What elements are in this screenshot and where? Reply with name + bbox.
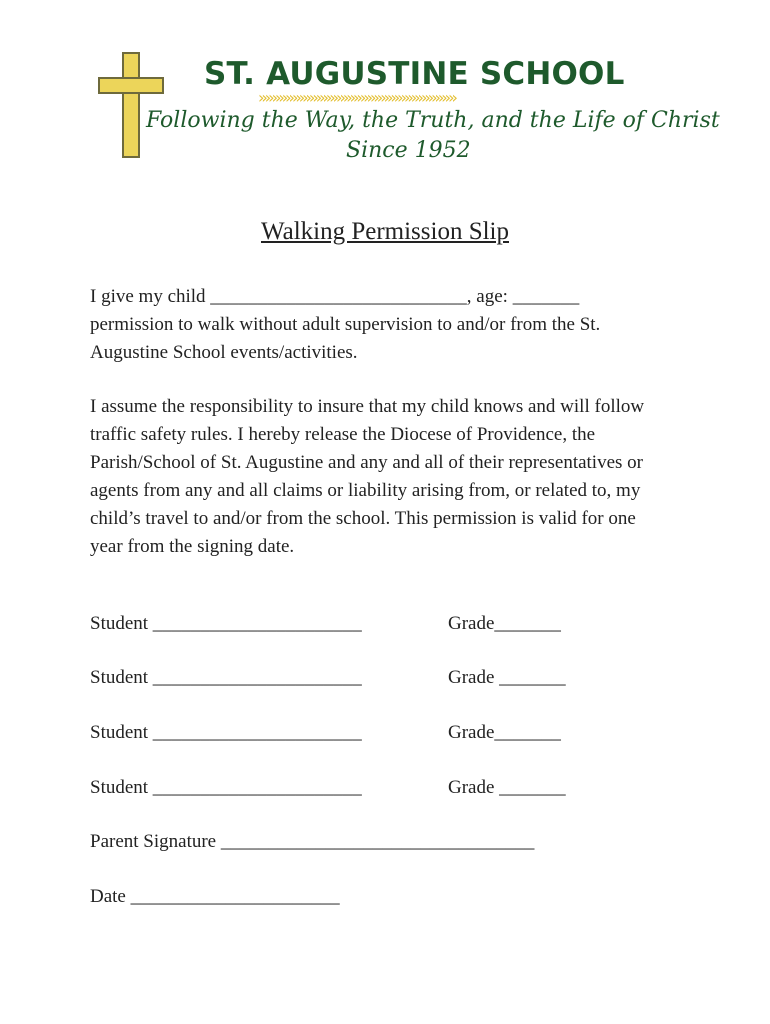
grade-field-1[interactable]: Grade_______ bbox=[448, 613, 561, 634]
student-name-field-2[interactable]: Student ______________________ bbox=[90, 667, 362, 688]
student-name-field-4[interactable]: Student ______________________ bbox=[90, 777, 362, 798]
release-line-1: I assume the responsibility to insure that my child knows and will follow bbox=[90, 396, 645, 417]
student-name-field-3[interactable]: Student ______________________ bbox=[90, 722, 362, 743]
chevron-divider: »»»»»»»»»»»»»»»»»»»»»»»»»»»»» bbox=[258, 88, 455, 107]
page-title: Walking Permission Slip bbox=[261, 218, 509, 245]
release-line-6: year from the signing date. bbox=[90, 536, 295, 557]
grade-field-4[interactable]: Grade _______ bbox=[448, 777, 566, 798]
parent-signature-field[interactable]: Parent Signature _________________________________ bbox=[90, 831, 535, 852]
founded-year: Since 1952 bbox=[346, 138, 471, 163]
release-paragraph bbox=[90, 393, 700, 561]
permission-line-2: permission to walk without adult supervision to and/or from the St. bbox=[90, 314, 601, 335]
cross-icon bbox=[96, 50, 166, 160]
date-field[interactable]: Date ______________________ bbox=[90, 886, 340, 907]
grade-field-3[interactable]: Grade_______ bbox=[448, 722, 561, 743]
school-name: ST. AUGUSTINE SCHOOL bbox=[204, 56, 625, 92]
release-line-5: child’s travel to and/or from the school. This permission is valid for one bbox=[90, 508, 636, 529]
release-line-4: agents from any and all claims or liability arising from, or related to, my bbox=[90, 480, 641, 501]
school-motto: Following the Way, the Truth, and the Life of Christ bbox=[146, 108, 720, 133]
permission-line-1: I give my child ___________________________, age: _______ bbox=[90, 286, 580, 307]
student-name-field-1[interactable]: Student ______________________ bbox=[90, 613, 362, 634]
grade-field-2[interactable]: Grade _______ bbox=[448, 667, 566, 688]
permission-line-3: Augustine School events/activities. bbox=[90, 342, 358, 363]
release-line-3: Parish/School of St. Augustine and any and all of their representatives or bbox=[90, 452, 643, 473]
school-header bbox=[96, 50, 720, 170]
permission-paragraph bbox=[90, 283, 700, 367]
release-line-2: traffic safety rules. I hereby release the Diocese of Providence, the bbox=[90, 424, 596, 445]
